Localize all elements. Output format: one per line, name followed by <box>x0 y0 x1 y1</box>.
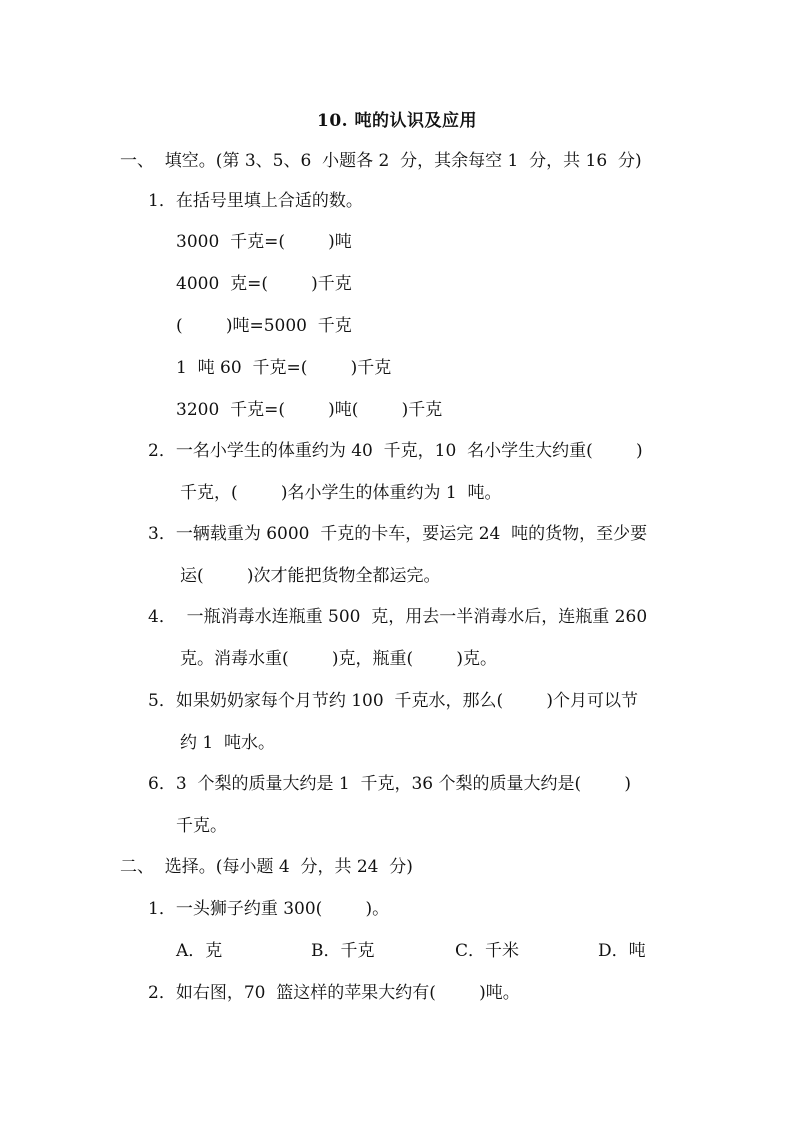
s1-q3-line-2: 运( )次才能把货物全都运完。 <box>180 566 441 586</box>
s2-q1-stem: 1．一头狮子约重 300( )。 <box>148 899 390 919</box>
section-2-header: 二、 选择。(每小题 4 分，共 24 分) <box>120 857 413 877</box>
s1-q3-line-1: 3．一辆载重为 6000 千克的卡车，要运完 24 吨的货物，至少要 <box>148 524 648 544</box>
s1-q1-item-5: 3200 千克=( )吨( )千克 <box>176 400 443 420</box>
s2-q1-option-a: A．克 <box>176 941 223 961</box>
s1-q1-stem: 1．在括号里填上合适的数。 <box>148 191 363 211</box>
s1-q4-line-2: 克。消毒水重( )克，瓶重( )克。 <box>180 649 497 669</box>
s2-q1-option-b: B．千克 <box>311 941 375 961</box>
s1-q2-line-1: 2．一名小学生的体重约为 40 千克，10 名小学生大约重( ) <box>148 441 643 461</box>
s1-q1-item-3: ( )吨=5000 千克 <box>176 316 352 336</box>
s1-q2-line-2: 千克，( )名小学生的体重约为 1 吨。 <box>180 483 502 503</box>
s1-q5-line-2: 约 1 吨水。 <box>180 733 276 753</box>
s1-q4-line-1: 4． 一瓶消毒水连瓶重 500 克，用去一半消毒水后，连瓶重 260 <box>148 607 648 627</box>
s2-q1-option-d: D．吨 <box>598 941 646 961</box>
s2-q2-stem: 2．如右图，70 篮这样的苹果大约有( )吨。 <box>148 983 520 1003</box>
s1-q5-line-1: 5．如果奶奶家每个月节约 100 千克水，那么( )个月可以节 <box>148 691 638 711</box>
s1-q6-line-2: 千克。 <box>176 816 227 836</box>
s1-q1-item-1: 3000 千克=( )吨 <box>176 232 352 252</box>
section-1-header: 一、 填空。(第 3、5、6 小题各 2 分，其余每空 1 分，共 16 分) <box>120 151 642 171</box>
s1-q1-item-4: 1 吨 60 千克=( )千克 <box>176 358 392 378</box>
s1-q1-item-2: 4000 克=( )千克 <box>176 274 352 294</box>
s1-q6-line-1: 6．3 个梨的质量大约是 1 千克，36 个梨的质量大约是( ) <box>148 774 631 794</box>
s2-q1-option-c: C．千米 <box>455 941 520 961</box>
page-title: 10. 吨的认识及应用 <box>317 111 477 131</box>
